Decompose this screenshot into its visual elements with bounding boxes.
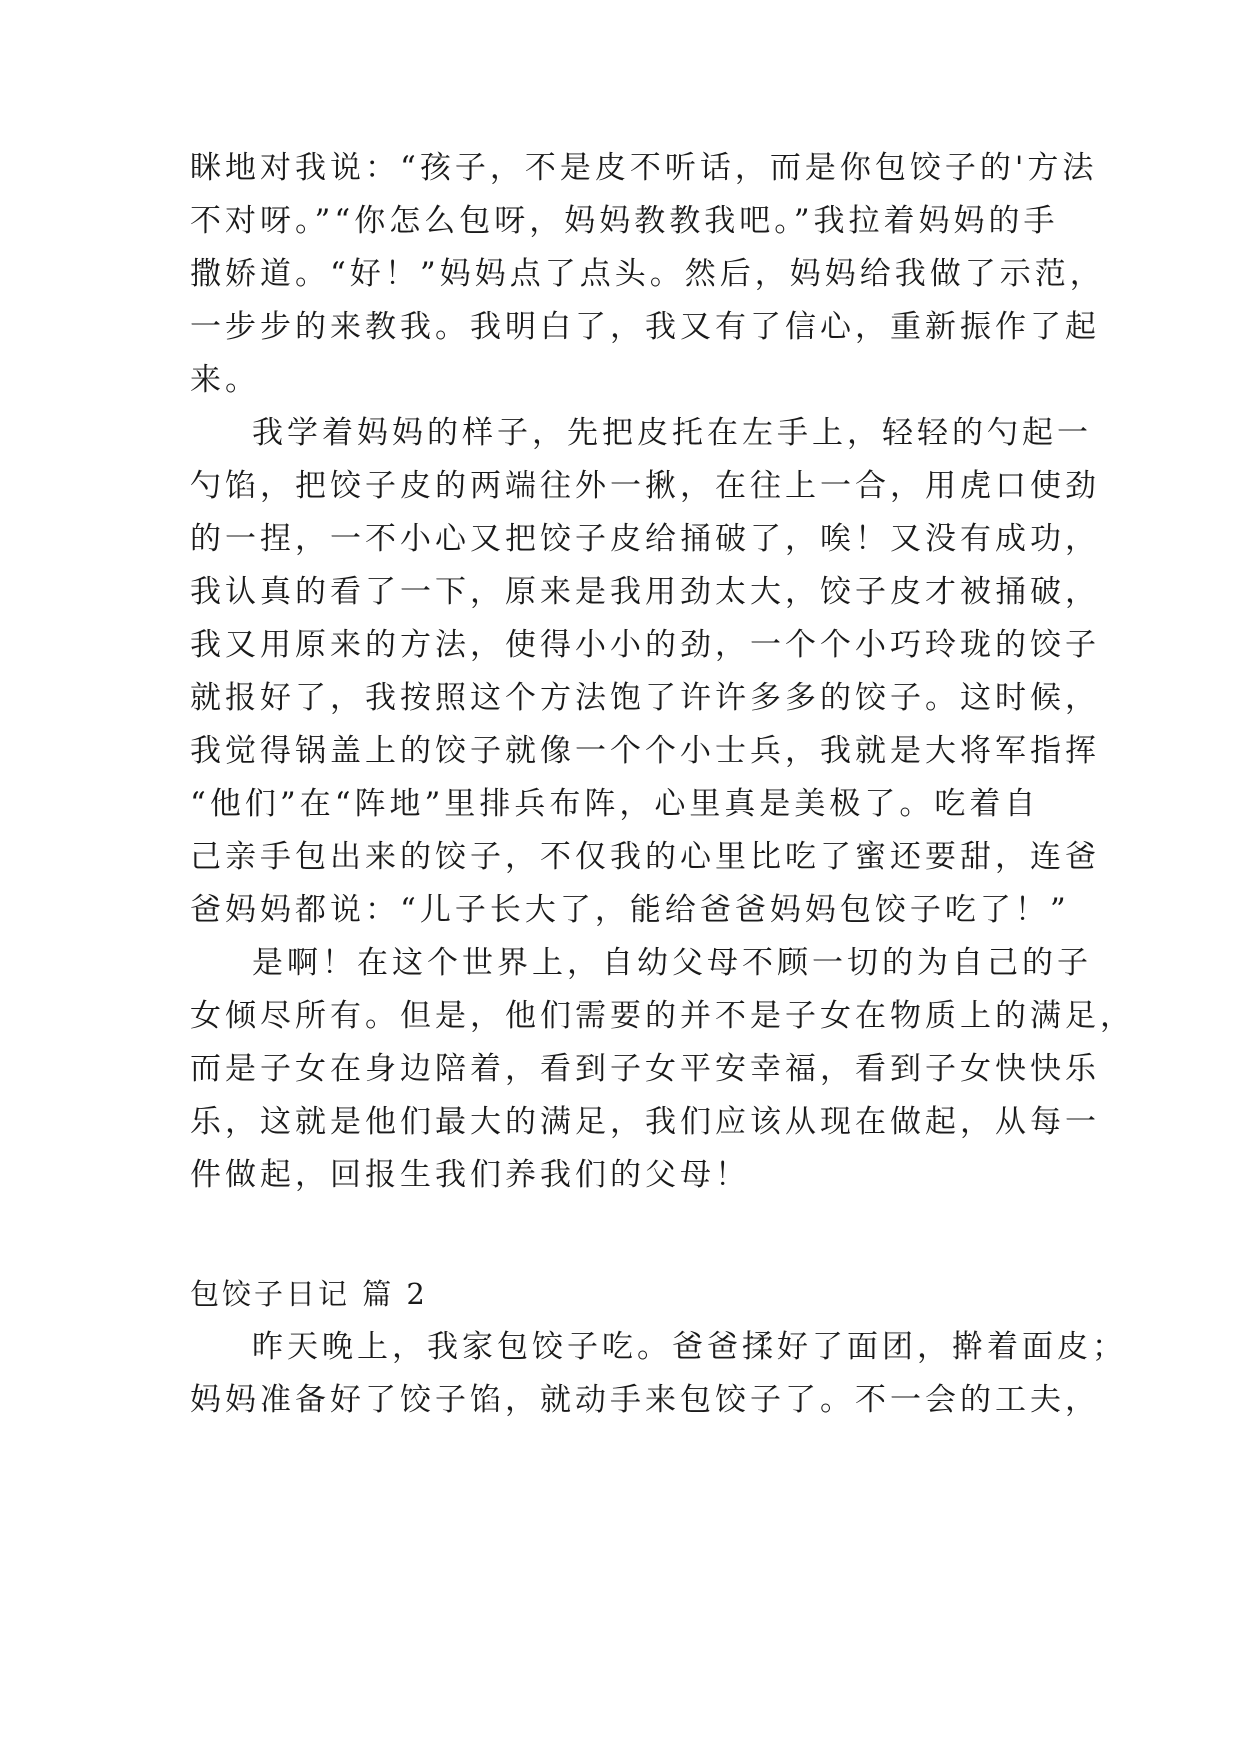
text-line: 撒娇道。“好！”妈妈点了点头。然后，妈妈给我做了示范，: [190, 256, 1105, 292]
section-heading: 包饺子日记 篇 2: [190, 1277, 428, 1311]
text-line: 一步步的来教我。我明白了，我又有了信心，重新振作了起: [190, 309, 1100, 345]
text-line: 我觉得锅盖上的饺子就像一个个小士兵，我就是大将军指挥: [190, 733, 1100, 769]
text-line: 眯地对我说：“孩子，不是皮不听话，而是你包饺子的'方法: [190, 150, 1098, 186]
text-line: 我学着妈妈的样子，先把皮托在左手上，轻轻的勺起一: [252, 415, 1092, 451]
text-line: 爸妈妈都说：“儿子长大了，能给爸爸妈妈包饺子吃了！”: [190, 892, 1070, 928]
text-line: “他们”在“阵地”里排兵布阵，心里真是美极了。吃着自: [190, 786, 1040, 822]
text-line: 我又用原来的方法，使得小小的劲，一个个小巧玲珑的饺子: [190, 627, 1100, 663]
text-line: 妈妈准备好了饺子馅，就动手来包饺子了。不一会的工夫，: [190, 1382, 1100, 1418]
text-line: 我认真的看了一下，原来是我用劲太大，饺子皮才被捅破，: [190, 574, 1100, 610]
text-line: 女倾尽所有。但是，他们需要的并不是子女在物质上的满足，: [190, 998, 1135, 1034]
text-line: 不对呀。”“你怎么包呀，妈妈教教我吧。”我拉着妈妈的手: [190, 203, 1059, 239]
text-line: 而是子女在身边陪着，看到子女平安幸福，看到子女快快乐: [190, 1051, 1100, 1087]
text-line: 是啊！在这个世界上，自幼父母不顾一切的为自己的子: [252, 945, 1092, 981]
text-line: 勺馅，把饺子皮的两端往外一揪，在往上一合，用虎口使劲: [190, 468, 1100, 504]
text-line: 就报好了，我按照这个方法饱了许许多多的饺子。这时候，: [190, 680, 1100, 716]
text-line: 昨天晚上，我家包饺子吃。爸爸揉好了面团，擀着面皮；: [252, 1329, 1127, 1365]
text-line: 的一捏，一不小心又把饺子皮给捅破了，唉！又没有成功，: [190, 521, 1100, 557]
text-line: 己亲手包出来的饺子，不仅我的心里比吃了蜜还要甜，连爸: [190, 839, 1100, 875]
text-line: 来。: [190, 362, 260, 398]
text-line: 件做起，回报生我们养我们的父母！: [190, 1157, 750, 1193]
text-line: 乐，这就是他们最大的满足，我们应该从现在做起，从每一: [190, 1104, 1100, 1140]
